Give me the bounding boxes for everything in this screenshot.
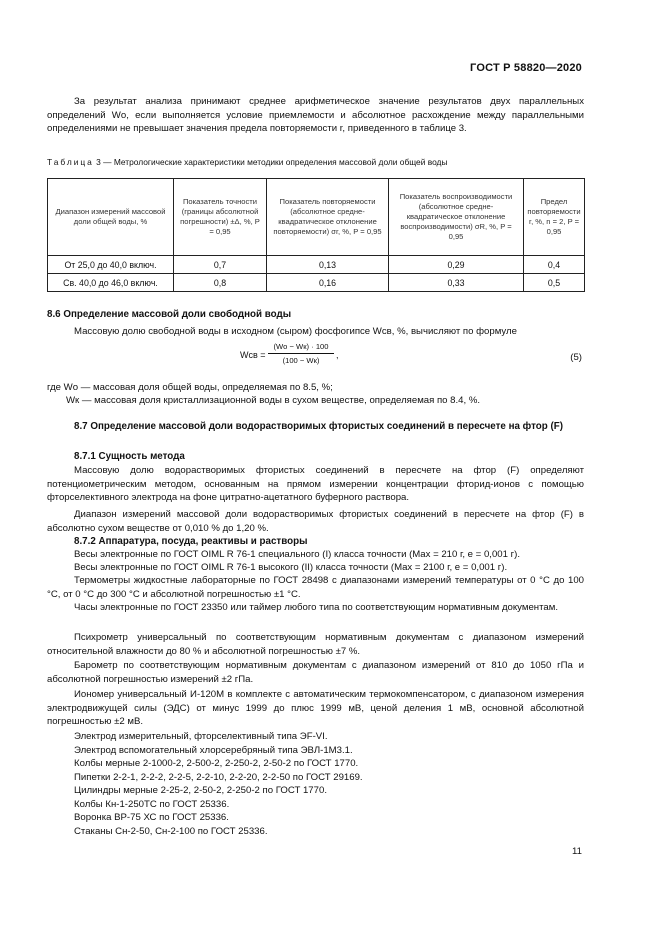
where-line-2: Wк — массовая доля кристаллизационной воды в сухом веществе, определяемая по 8.4, %.	[66, 395, 481, 406]
list-item: Электрод вспомогательный хлорсеребряный типа ЭВЛ-1М3.1.	[74, 745, 353, 756]
section-8-6-text: Массовую долю свободной воды в исходном (сыром) фосфогипсе Wсв, %, вычисляют по формуле	[74, 326, 517, 337]
equipment-paragraph: Барометр по соответствующим нормативным документам с диапазоном измерений от 810 до 1050 гПа и абсолютной погрешностью измерений ±2 гПа.	[47, 660, 584, 685]
page-number: 11	[572, 846, 582, 857]
table-caption-text: 3 — Метрологические характеристики методики определения массовой доли общей воды	[93, 157, 448, 167]
equipment-paragraph: Термометры жидкостные лабораторные по ГОСТ 28498 с диапазонами измерений температуры от 0 °С до 100 °С, от 0 °С до 300 °С и абсолютной погрешностью ±1 °С.	[47, 575, 584, 600]
list-item: Колбы мерные 2-1000-2, 2-500-2, 2-250-2, 2-50-2 по ГОСТ 1770.	[74, 758, 359, 769]
formula-comma: ,	[336, 350, 339, 360]
equipment-paragraph: Психрометр универсальный по соответствующим нормативным документам с диапазоном измерений относительной влажности до 80 % и абсолютной погрешностью ±7 %.	[47, 632, 584, 657]
intro-paragraph: За результат анализа принимают среднее арифметическое значение результатов двух параллельных определений Wо, если выполняется условие приемлемости и абсолютное расхождение между параллельными определениями не превышает значения предела повторяемости r, приведенного в таблице 3.	[47, 96, 584, 134]
formula-denominator: (100 − Wк)	[282, 356, 320, 365]
section-8-7-1-title: 8.7.1 Сущность метода	[74, 451, 185, 462]
table-cell: 0,5	[524, 274, 585, 292]
document-header-id: ГОСТ Р 58820—2020	[470, 62, 582, 74]
equipment-paragraph: Часы электронные по ГОСТ 23350 или таймер любого типа по соответствующим нормативным документам.	[74, 602, 558, 613]
table-cell: 0,13	[267, 256, 389, 274]
section-8-7-title: 8.7 Определение массовой доли водорастворимых фтористых соединений в пересчете на фтор (F)	[74, 421, 563, 432]
table-cell: 0,33	[389, 274, 524, 292]
section-8-7-2-title: 8.7.2 Аппаратура, посуда, реактивы и растворы	[74, 536, 308, 547]
table-cell: 0,4	[524, 256, 585, 274]
list-item: Колбы Кн-1-250ТС по ГОСТ 25336.	[74, 799, 230, 810]
equipment-line: Весы электронные по ГОСТ OIML R 76-1 специального (I) класса точности (Max = 210 г, e = 0,001 г).	[74, 549, 520, 560]
list-item: Электрод измерительный, фторселективный типа ЭF-VI.	[74, 731, 328, 742]
table-cell: Св. 40,0 до 46,0 включ.	[48, 274, 174, 292]
section-8-7-1-p1: Массовую долю водорастворимых фтористых соединений в пересчете на фтор (F) определяют потенциометрическим методом, основанным на прямом измерении концентрации фторид-ионов с помощью фторселективного электрода на фоне цитратно-ацетатного буферного раствора.	[47, 465, 584, 503]
table-row	[48, 274, 585, 292]
table-caption	[47, 157, 447, 167]
formula-fraction	[268, 342, 334, 365]
header-repeatability-limit: Предел повторяемости r, %, n = 2, P = 0,95	[524, 179, 585, 256]
list-item: Стаканы Сн-2-50, Сн-2-100 по ГОСТ 25336.	[74, 826, 268, 837]
section-8-7-1-p2: Диапазон измерений массовой доли водорастворимых фтористых соединений в пересчете на фтор (F) в абсолютно сухом веществе от 0,010 % до 1,20 %.	[47, 509, 584, 534]
header-repeatability: Показатель повторяемости (абсолютное средне-квадратическое отклонение повторяемости) σr, %, P = 0,95	[267, 179, 389, 256]
table-caption-word: Таблица	[47, 157, 94, 167]
table-cell: От 25,0 до 40,0 включ.	[48, 256, 174, 274]
section-8-6-title: 8.6 Определение массовой доли свободной воды	[47, 309, 292, 320]
header-reproducibility: Показатель воспроизводимости (абсолютное средне-квадратическое отклонение воспроизводимости) σR, %, P = 0,95	[389, 179, 524, 256]
equipment-line: Весы электронные по ГОСТ OIML R 76-1 высокого (II) класса точности (Max = 2100 г, e = 0,001 г).	[74, 562, 508, 573]
equipment-paragraph: Иономер универсальный И-120М в комплекте с автоматическим термокомпенсатором, с диапазоном измерения электродвижущей силы (ЭДС) от минус 1999 до плюс 1999 мВ, ценой деления 1 мВ, основной абсолютной погрешностью ±2 мВ.	[47, 689, 584, 727]
table-cell: 0,29	[389, 256, 524, 274]
formula-lhs: Wсв =	[240, 350, 266, 360]
formula-numerator: (Wо − Wк) · 100	[268, 342, 334, 354]
list-item: Воронка ВР-75 ХС по ГОСТ 25336.	[74, 812, 229, 823]
table-header-row	[48, 179, 585, 256]
table-cell: 0,8	[174, 274, 267, 292]
list-item: Цилиндры мерные 2-25-2, 2-50-2, 2-250-2 по ГОСТ 1770.	[74, 785, 327, 796]
header-accuracy: Показатель точности (границы абсолютной погрешности) ±Δ, %, P = 0,95	[174, 179, 267, 256]
table-cell: 0,16	[267, 274, 389, 292]
list-item: Пипетки 2-2-1, 2-2-2, 2-2-5, 2-2-10, 2-2-20, 2-2-50 по ГОСТ 29169.	[74, 772, 363, 783]
header-range: Диапазон измерений массовой доли общей воды, %	[48, 179, 174, 256]
metrology-table	[47, 178, 585, 292]
table-row	[48, 256, 585, 274]
where-line-1: где Wо — массовая доля общей воды, определяемая по 8.5, %;	[47, 382, 333, 393]
equation-number: (5)	[570, 352, 582, 363]
table-cell: 0,7	[174, 256, 267, 274]
